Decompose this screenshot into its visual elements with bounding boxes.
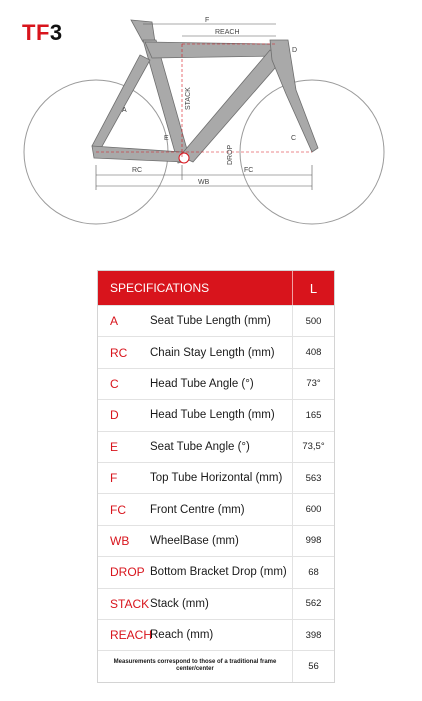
table-row <box>98 493 334 524</box>
specifications-header <box>98 271 334 305</box>
label-drop: DROP <box>227 144 234 165</box>
table-row <box>98 462 334 493</box>
label-wb: WB <box>198 179 210 186</box>
row-value: 165 <box>292 400 334 430</box>
row-code: E <box>110 439 119 454</box>
model-number: 3 <box>49 20 63 45</box>
row-value: 563 <box>292 463 334 493</box>
label-stack: STACK <box>185 87 192 110</box>
label-c: C <box>291 135 297 142</box>
label-f: F <box>205 17 210 24</box>
row-code: REACH <box>110 628 153 643</box>
row-code: WB <box>110 533 130 548</box>
frame-geometry-diagram <box>0 0 422 260</box>
row-value: 562 <box>292 589 334 619</box>
label-e: E <box>164 135 169 142</box>
table-row <box>98 368 334 399</box>
row-label: Seat Tube Angle (°) <box>150 440 250 453</box>
row-value: 398 <box>292 620 334 650</box>
row-label: Seat Tube Length (mm) <box>150 315 271 328</box>
table-row <box>98 556 334 587</box>
row-value: 73° <box>292 369 334 399</box>
note-value: 56 <box>292 651 334 681</box>
row-code: FC <box>110 502 126 517</box>
table-row <box>98 399 334 430</box>
specifications-table <box>97 270 335 683</box>
table-row <box>98 588 334 619</box>
row-label: WheelBase (mm) <box>150 534 239 547</box>
label-a: A <box>122 107 127 114</box>
row-value: 73,5° <box>292 432 334 462</box>
row-label: Head Tube Angle (°) <box>150 377 254 390</box>
row-code: DROP <box>110 565 145 580</box>
row-value: 68 <box>292 557 334 587</box>
row-code: C <box>110 376 119 391</box>
row-label: Bottom Bracket Drop (mm) <box>150 566 287 579</box>
row-label: Front Centre (mm) <box>150 503 245 516</box>
row-value: 600 <box>292 494 334 524</box>
label-d: D <box>292 47 298 54</box>
row-value: 998 <box>292 526 334 556</box>
row-label: Reach (mm) <box>150 629 214 642</box>
row-label: Top Tube Horizontal (mm) <box>150 472 283 485</box>
row-code: STACK <box>110 596 150 611</box>
size-label: L <box>292 271 334 305</box>
row-label: Chain Stay Length (mm) <box>150 346 275 359</box>
label-reach: REACH <box>215 29 240 36</box>
bottom-bracket-icon <box>179 153 189 163</box>
table-row <box>98 305 334 336</box>
row-code: F <box>110 471 118 486</box>
row-code: RC <box>110 345 128 360</box>
table-note-row <box>98 650 334 681</box>
table-row <box>98 619 334 650</box>
table-row <box>98 431 334 462</box>
measurement-note: Measurements correspond to those of a traditional frame center/center <box>113 658 277 673</box>
table-row <box>98 525 334 556</box>
row-label: Head Tube Length (mm) <box>150 409 275 422</box>
label-rc: RC <box>132 167 143 174</box>
specifications-title: SPECIFICATIONS <box>110 281 210 295</box>
row-label: Stack (mm) <box>150 597 209 610</box>
label-fc: FC <box>244 167 254 174</box>
row-code: A <box>110 314 119 329</box>
model-prefix: TF <box>22 20 50 45</box>
row-code: D <box>110 408 119 423</box>
bike-frame <box>92 20 318 163</box>
table-row <box>98 336 334 367</box>
row-value: 500 <box>292 306 334 336</box>
row-value: 408 <box>292 337 334 367</box>
